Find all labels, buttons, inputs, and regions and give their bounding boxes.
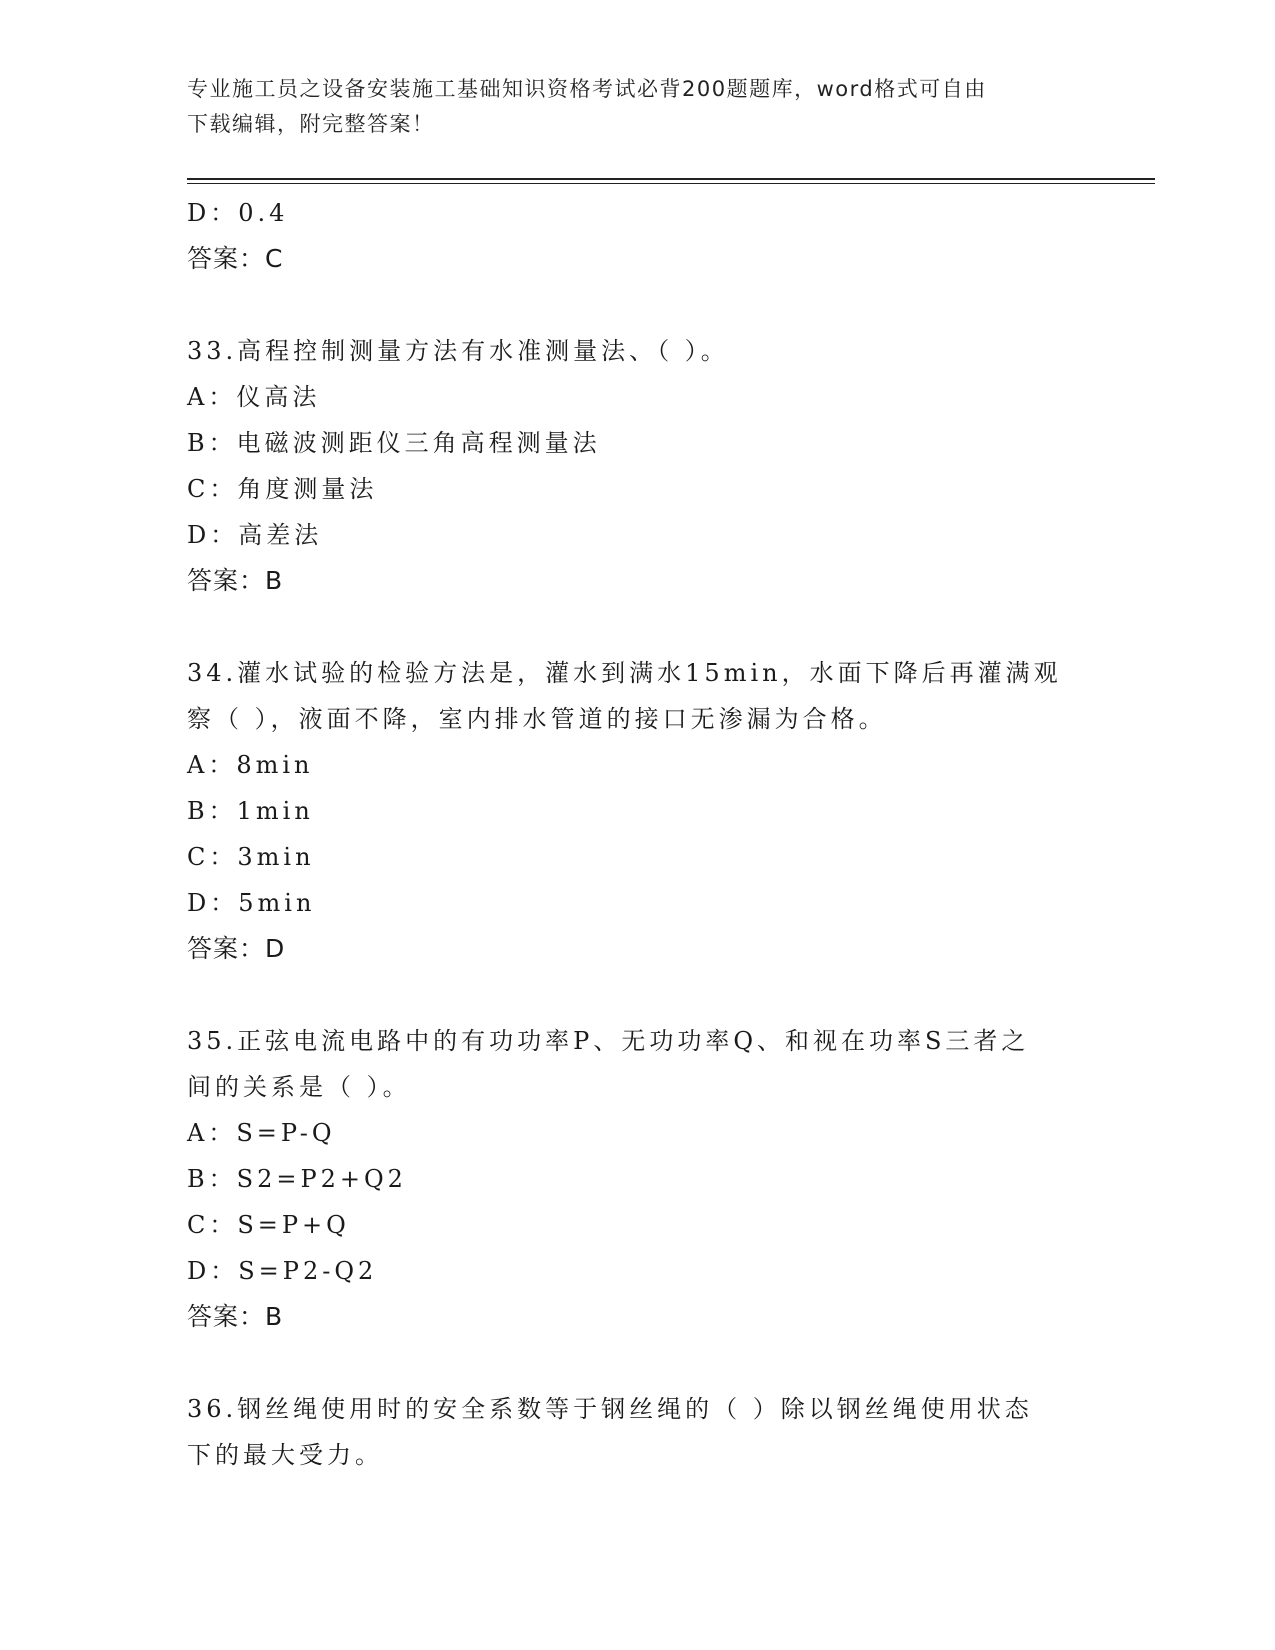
option-b: B：电磁波测距仪三角高程测量法 <box>187 429 601 457</box>
answer: 答案：B <box>187 566 284 595</box>
spacer <box>187 972 1067 1018</box>
question-stem-line-2: 察（ ），液面不降，室内排水管道的接口无渗漏为合格。 <box>187 705 887 733</box>
question-list <box>187 190 1067 1478</box>
question-stem-line-2: 间的关系是（ ）。 <box>187 1073 411 1101</box>
option-c: C：3min <box>187 843 315 871</box>
header-rule-thin <box>187 183 1155 184</box>
question-34 <box>187 650 1067 972</box>
option-d: D：高差法 <box>187 521 323 549</box>
question-stem-line-2: 下的最大受力。 <box>187 1441 383 1469</box>
option-a: A：S=P-Q <box>187 1119 336 1147</box>
option-d: D：S=P2-Q2 <box>187 1257 378 1285</box>
question-33 <box>187 328 1067 604</box>
question-stem-line-1: 36.钢丝绳使用时的安全系数等于钢丝绳的（ ）除以钢丝绳使用状态 <box>187 1395 1033 1423</box>
answer: 答案：C <box>187 244 284 273</box>
question-32-tail <box>187 190 1067 282</box>
document-header <box>187 72 1067 142</box>
header-rule-thick <box>187 178 1155 180</box>
question-35 <box>187 1018 1067 1340</box>
question-36 <box>187 1386 1067 1478</box>
spacer <box>187 282 1067 328</box>
option-a: A：仪高法 <box>187 383 321 411</box>
option-c: C：角度测量法 <box>187 475 378 503</box>
spacer <box>187 1340 1067 1386</box>
answer: 答案：D <box>187 934 286 963</box>
question-stem-line-1: 35.正弦电流电路中的有功功率P、无功功率Q、和视在功率S三者之 <box>187 1027 1030 1055</box>
option-c: C：S=P+Q <box>187 1211 350 1239</box>
header-line-2: 下载编辑，附完整答案！ <box>187 112 435 136</box>
option-d: D：5min <box>187 889 316 917</box>
header-line-1: 专业施工员之设备安装施工基础知识资格考试必背200题题库，word格式可自由 <box>187 77 987 101</box>
question-stem-line-1: 34.灌水试验的检验方法是，灌水到满水15min，水面下降后再灌满观 <box>187 659 1062 687</box>
option-b: B：S2=P2+Q2 <box>187 1165 407 1193</box>
option-d: D：0.4 <box>187 199 289 227</box>
question-stem: 33.高程控制测量方法有水准测量法、（ ）。 <box>187 337 729 365</box>
spacer <box>187 604 1067 650</box>
option-b: B：1min <box>187 797 314 825</box>
answer: 答案：B <box>187 1302 284 1331</box>
option-a: A：8min <box>187 751 314 779</box>
